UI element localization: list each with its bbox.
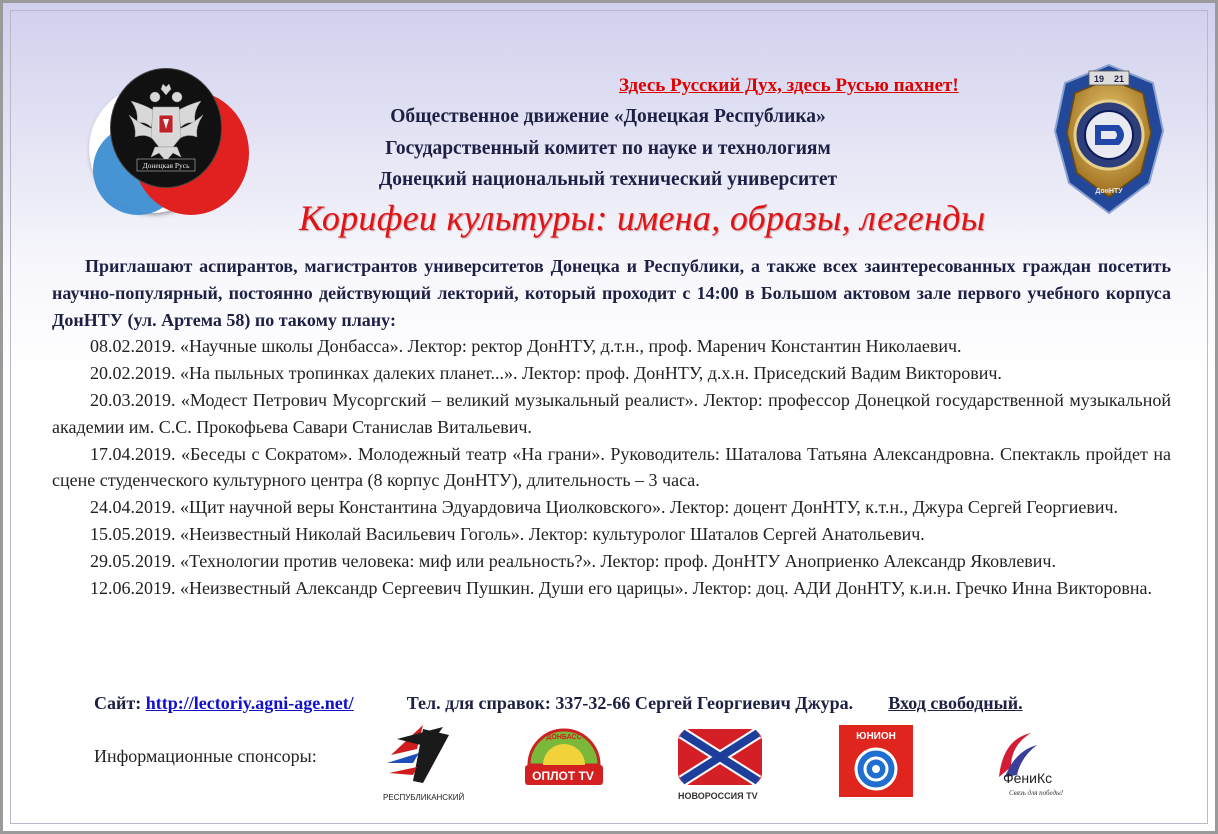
schedule-item: 29.05.2019. «Технологии против человека: миф или реальность?». Лектор: проф. ДонНТУ Аноприенко Александр Яковлевич. [90,550,1056,571]
university-badge-icon [1049,61,1169,217]
phone-info: Тел. для справок: 337-32-66 Сергей Георгиевич Джура. [406,693,854,713]
org-line-2: Государственный комитет по науке и технологиям [385,138,831,159]
org-line-3: Донецкий национальный технический университет [378,169,838,190]
sponsor-caption: РЕСПУБЛИКАНСКИЙ [383,793,465,802]
sponsor-caption: ЮНИОН [856,731,896,742]
contact-row [94,693,1154,714]
page-title: Корифеи культуры: имена, образы, легенды [299,198,986,238]
sponsor-union-logo[interactable] [839,725,913,797]
sponsor-caption: ОПЛОТ TV [532,769,594,783]
sponsor-oplot-tv-logo[interactable] [523,725,605,789]
schedule-item: 15.05.2019. «Неизвестный Николай Васильевич Гоголь». Лектор: культуролог Шаталов Сергей Анатольевич. [90,523,925,544]
emblem-caption: Донецкая Русь [142,161,190,170]
announcement-body [52,253,1171,601]
donetsk-republic-emblem [89,69,249,217]
schedule-item: 20.03.2019. «Модест Петрович Мусоргский – великий музыкальный реалист». Лектор: профессор Донецкой государственной музыкальной академии им. С.С. Прокофьева Савари Станислав Витальевич. [52,389,1171,437]
site-label: Сайт: [94,693,142,713]
org-line-1: Общественное движение «Донецкая Республика» [390,106,826,127]
badge-year-right: 21 [1113,74,1125,84]
site-link[interactable]: http://lectoriy.agni-age.net/ [145,693,354,713]
sponsor-caption: НОВОРОССИЯ TV [678,791,758,801]
schedule-item: 20.02.2019. «На пыльных тропинках далеких планет...». Лектор: проф. ДонНТУ, д.х.н. Приседский Вадим Викторович. [90,363,1002,384]
sponsor-arc-text: ДОНБАСС [546,734,582,741]
motto-link[interactable]: Здесь Русский Дух, здесь Русью пахнет! [619,75,959,96]
free-entry-text: Вход свободный. [888,693,1023,713]
intro-paragraph: Приглашают аспирантов, магистрантов университетов Донецка и Республики, а также всех заинтересованных граждан посетить научно-популярный, постоянно действующий лекторий, который проходит с 14:00 в Большом актовом зале первого учебного корпуса ДонНТУ (ул. Артема 58) по такому плану: [52,256,1171,330]
badge-caption: ДонНТУ [1095,188,1123,195]
schedule-item: 12.06.2019. «Неизвестный Александр Сергеевич Пушкин. Души его царицы». Лектор: доц. АДИ ДонНТУ, к.и.н. Гречко Инна Викторовна. [90,577,1152,598]
sponsors-label: Информационные спонсоры: [94,746,317,766]
sponsor-novorossiya-tv-logo[interactable] [676,727,768,803]
badge-year-left: 19 [1093,74,1105,84]
sponsor-feniks-logo[interactable] [981,729,1081,799]
double-headed-eagle-icon [125,81,207,177]
schedule-item: 08.02.2019. «Научные школы Донбасса». Лектор: ректор ДонНТУ, д.т.н., проф. Маренич Константин Николаевич. [90,336,962,357]
sponsor-respublikanskiy-logo[interactable] [383,719,465,803]
schedule-item: 24.04.2019. «Щит научной веры Константина Эдуардовича Циолковского». Лектор: доцент ДонНТУ, к.т.н., Джура Сергей Георгиевич. [90,497,1119,518]
sponsor-caption: ФениКс [1003,770,1053,786]
sponsor-slogan: Связь для победы! [1009,789,1064,797]
respublikanskiy-icon [383,719,457,793]
schedule-item: 17.04.2019. «Беседы с Сократом». Молодежный театр «На грани». Руководитель: Шаталова Татьяна Александровна. Спектакль пройдет на сцене студенческого культурного центра (8 корпус ДонНТУ), длительность – 3 часа. [52,443,1171,491]
